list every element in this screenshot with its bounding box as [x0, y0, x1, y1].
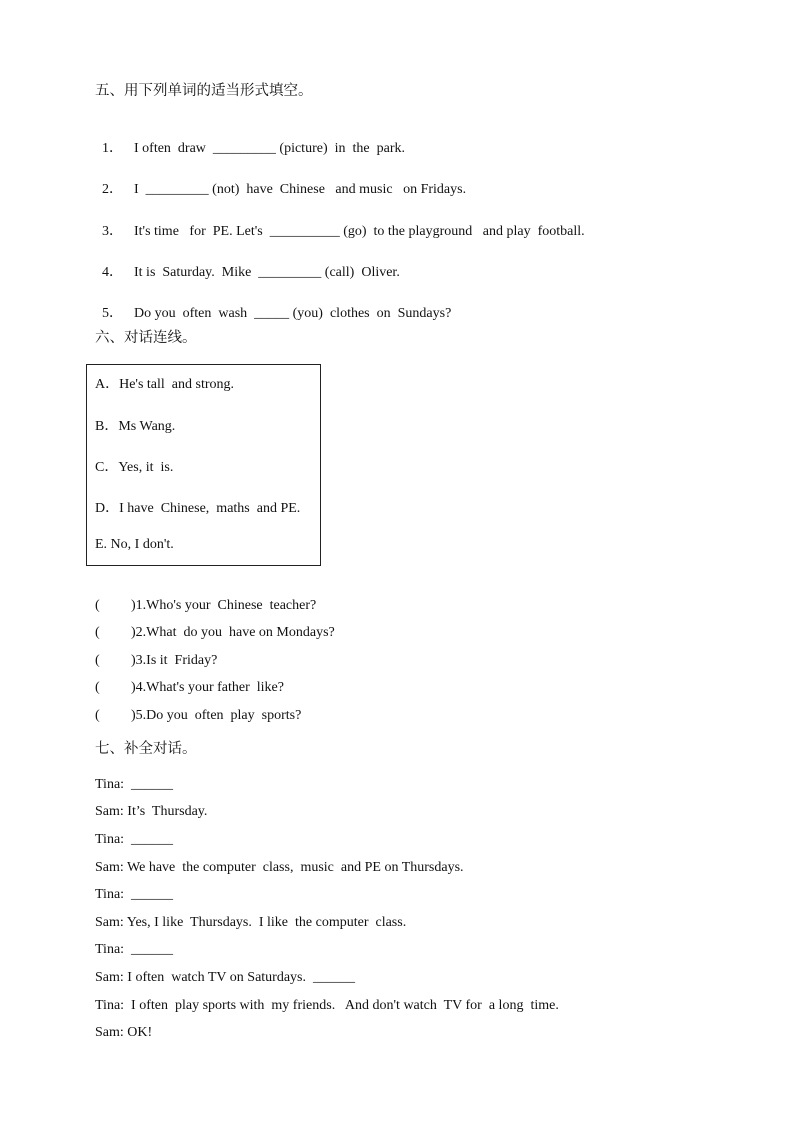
- question-text: )3.Is it Friday?: [131, 653, 218, 668]
- exercise-5-item-5: [95, 287, 451, 323]
- option-e: E. No, I don't.: [95, 537, 174, 552]
- section-6-heading: 六、对话连线。: [95, 330, 197, 346]
- answer-options-box: [86, 364, 321, 566]
- exercise-5-item-1: [95, 122, 405, 158]
- answer-blank[interactable]: (: [95, 680, 100, 695]
- dialogue-line-10: Sam: OK!: [95, 1025, 153, 1040]
- match-question-3: [95, 652, 217, 670]
- answer-blank[interactable]: (: [95, 598, 100, 613]
- question-text: )1.Who's your Chinese teacher?: [131, 598, 317, 613]
- question-text: )2.What do you have on Mondays?: [131, 625, 335, 640]
- exercise-5-item-4: [95, 246, 400, 282]
- dialogue-line-3: Tina: ______: [95, 832, 174, 847]
- item-number: 5．: [102, 306, 123, 321]
- match-question-2: [95, 624, 335, 642]
- item-text: I _________ (not) have Chinese and music on Fridays.: [134, 182, 467, 197]
- match-question-5: [95, 707, 301, 725]
- item-number: 4．: [102, 265, 123, 280]
- dialogue-line-2: Sam: It’s Thursday.: [95, 804, 208, 819]
- dialogue-line-5: Tina: ______: [95, 887, 174, 902]
- item-number: 1．: [102, 141, 123, 156]
- item-text: Do you often wash _____ (you) clothes on Sundays?: [134, 306, 452, 321]
- dialogue-line-4: Sam: We have the computer class, music and PE on Thursdays.: [95, 860, 464, 875]
- section-5-heading: 五、用下列单词的适当形式填空。: [95, 83, 313, 99]
- item-text: It's time for PE. Let's __________ (go) to the playground and play football.: [134, 224, 585, 239]
- dialogue-line-1: Tina: ______: [95, 777, 174, 792]
- dialogue-line-9: Tina: I often play sports with my friends. And don't watch TV for a long time.: [95, 998, 559, 1013]
- option-a: A．He's tall and strong.: [95, 377, 235, 392]
- option-d: D．I have Chinese, maths and PE.: [95, 501, 301, 516]
- answer-blank[interactable]: (: [95, 625, 100, 640]
- option-c: C．Yes, it is.: [95, 460, 174, 475]
- item-text: I often draw _________ (picture) in the park.: [134, 141, 405, 156]
- question-text: )4.What's your father like?: [131, 680, 284, 695]
- dialogue-line-7: Tina: ______: [95, 942, 174, 957]
- match-question-4: [95, 679, 284, 697]
- exercise-5-item-3: [95, 205, 585, 241]
- exercise-5-item-2: [95, 163, 466, 199]
- item-number: 2．: [102, 182, 123, 197]
- item-number: 3．: [102, 224, 123, 239]
- dialogue-line-8: Sam: I often watch TV on Saturdays. ______: [95, 970, 356, 985]
- item-text: It is Saturday. Mike _________ (call) Oliver.: [134, 265, 400, 280]
- dialogue-line-6: Sam: Yes, I like Thursdays. I like the computer class.: [95, 915, 407, 930]
- question-text: )5.Do you often play sports?: [131, 708, 302, 723]
- section-7-heading: 七、补全对话。: [95, 741, 197, 757]
- answer-blank[interactable]: (: [95, 653, 100, 668]
- answer-blank[interactable]: (: [95, 708, 100, 723]
- option-b: B．Ms Wang.: [95, 419, 176, 434]
- match-question-1: [95, 597, 316, 615]
